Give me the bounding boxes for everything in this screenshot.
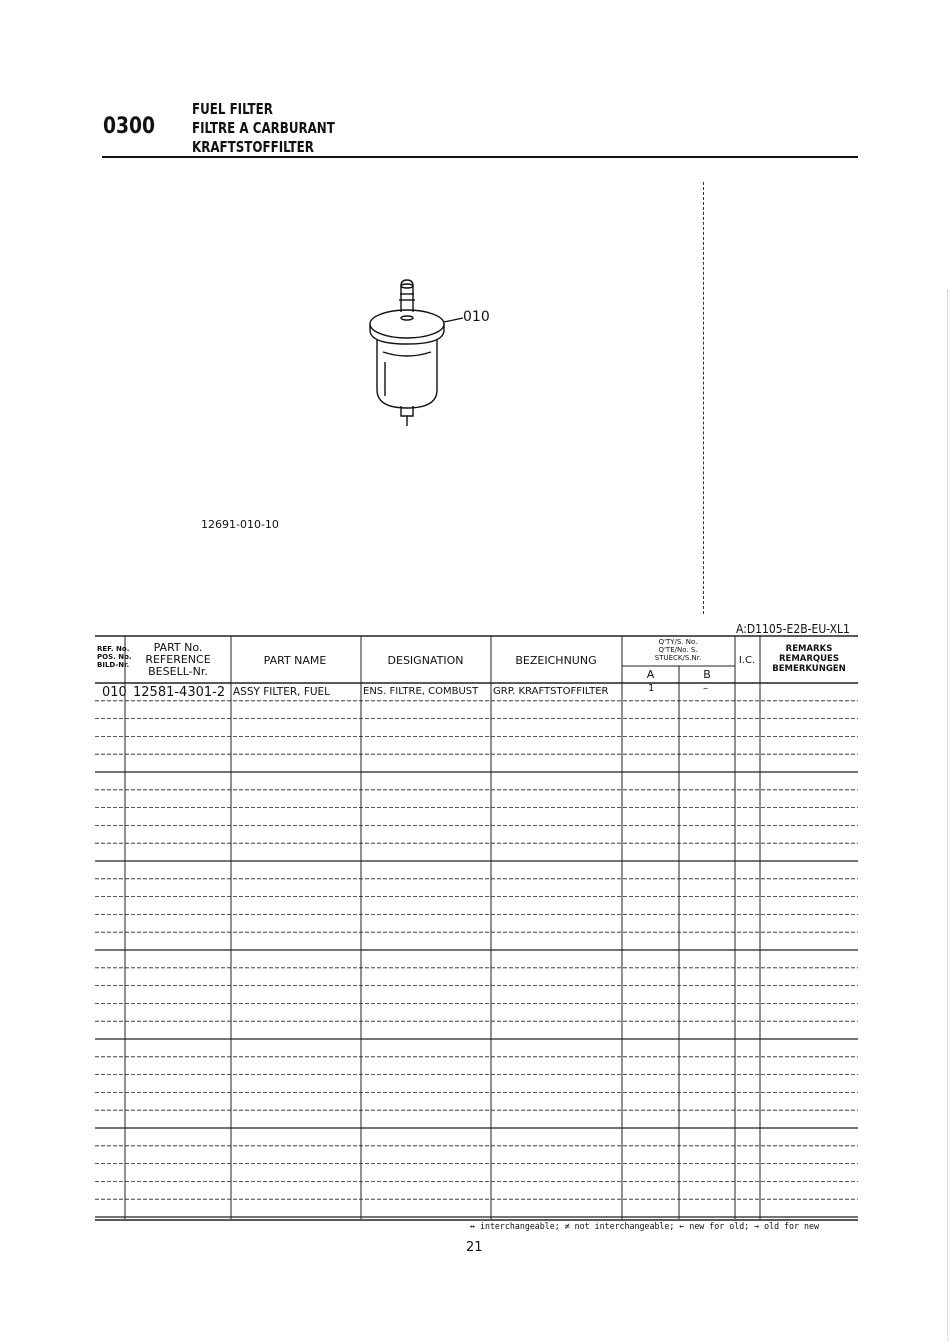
header-designation: DESIGNATION xyxy=(387,654,464,667)
fuel-filter-drawing xyxy=(355,272,525,432)
illustration-code: 12691-010-10 xyxy=(201,518,279,531)
header-part-name: PART NAME xyxy=(263,654,327,667)
title-en: FUEL FILTER xyxy=(192,100,273,118)
header-qty: Q'TY/S. No. Q'TE/No. S. STUECK/S.Nr. xyxy=(654,638,702,662)
header-bezeichnung: BEZEICHNUNG xyxy=(515,654,597,667)
row-part-name: ASSY FILTER, FUEL xyxy=(233,686,331,698)
table-grid xyxy=(95,635,858,1221)
parts-table xyxy=(95,635,858,1221)
header-ic: I.C. xyxy=(738,655,756,666)
header-rule xyxy=(102,156,858,158)
fuel-filter-illustration xyxy=(355,272,525,432)
row-qty-a: 1 xyxy=(648,683,655,694)
header-qty-a: A xyxy=(646,668,655,681)
row-part-no: 12581-4301-2 xyxy=(133,685,226,700)
page-number: 21 xyxy=(466,1240,483,1255)
scan-edge xyxy=(947,290,948,1340)
title-de: KRAFTSTOFFILTER xyxy=(192,138,314,156)
illustration-divider xyxy=(703,182,704,614)
header-qty-b: B xyxy=(703,668,711,681)
row-designation: ENS. FILTRE, COMBUST xyxy=(363,686,479,697)
header-part-no: PART No. REFERENCE BESELL-Nr. xyxy=(145,641,211,678)
header-ref: REF. No. POS. No. BILD-Nr. xyxy=(97,645,132,669)
row-ref: 010 xyxy=(102,685,127,700)
row-bezeichnung: GRP. KRAFTSTOFFILTER xyxy=(493,686,609,697)
header-remarks: REMARKS REMARQUES BEMERKUNGEN xyxy=(772,644,846,674)
section-titles xyxy=(192,100,354,157)
title-fr: FILTRE A CARBURANT xyxy=(192,119,335,137)
section-code: 0300 xyxy=(103,114,156,139)
model-code: A:D1105-E2B-EU-XL1 xyxy=(736,622,850,636)
row-qty-b: – xyxy=(703,683,708,694)
legend: ↔ interchangeable; ≠ not interchangeable; ← new for old; → old for new xyxy=(470,1222,819,1232)
callout-label: 010 xyxy=(463,309,490,325)
